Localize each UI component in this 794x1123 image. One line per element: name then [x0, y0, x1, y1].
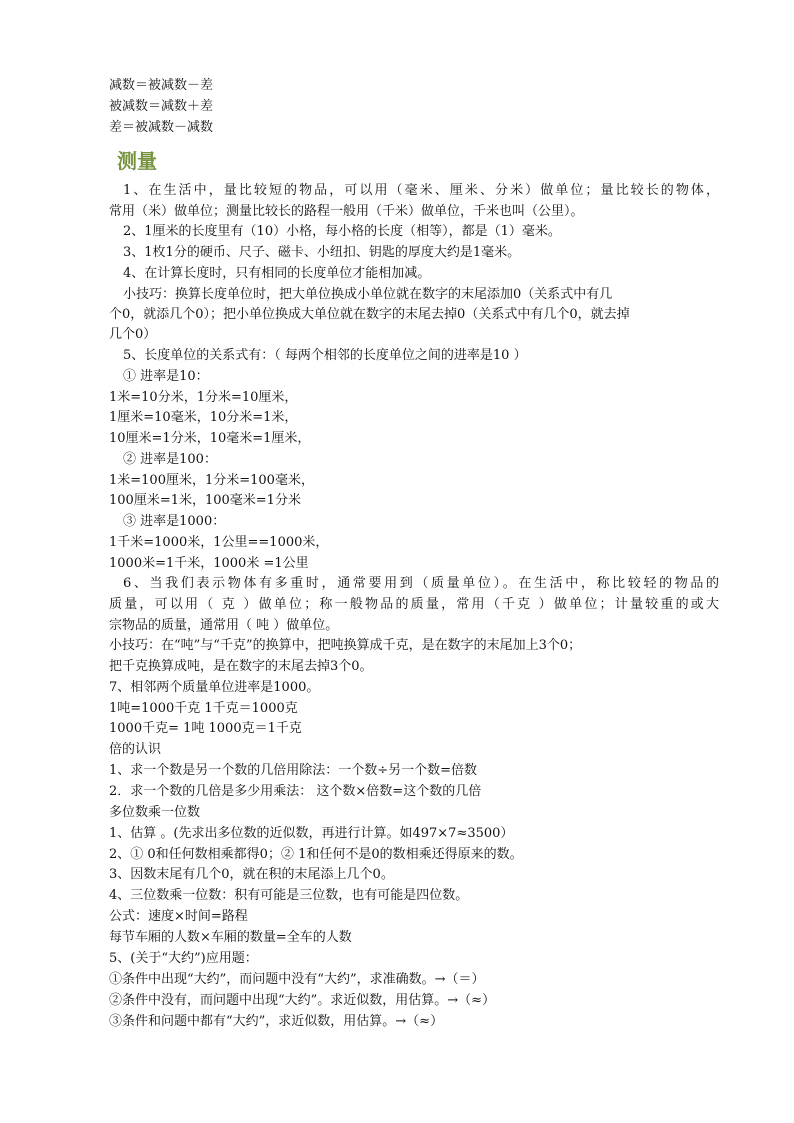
text-line-24: 质量，可以用（ 克 ）做单位；称一般物品的质量，常用（千克 ）做单位；计量较重的或大: [109, 597, 719, 612]
text-line-43: ②条件中没有，而问题中出现“大约”。求近似数，用估算。→（≈）: [109, 993, 496, 1008]
text-line-12: 5、长度单位的关系式有：（ 每两个相邻的长度单位之间的进率是10 ）: [123, 348, 527, 363]
text-line-4: 1、在生活中，量比较短的物品，可以用（毫米、厘米、分米）做单位；量比较长的物体，: [123, 183, 719, 198]
text-line-22: 1000米=1千米，1000米 =1公里: [109, 556, 309, 571]
text-line-33: 2．求一个数的几倍是多少用乘法： 这个数×倍数=这个数的几倍: [109, 784, 482, 799]
text-line-21: 1千米=1000米，1公里==1000米，: [109, 535, 329, 550]
text-line-25: 宗物品的质量，通常用（ 吨 ）做单位。: [109, 618, 339, 633]
text-line-31: 倍的认识: [109, 742, 162, 757]
text-line-2: 被减数＝减数＋差: [109, 99, 214, 114]
text-line-41: 5、(关于“大约”)应用题：: [109, 951, 258, 966]
text-line-10: 个0，就添几个0）；把小单位换成大单位就在数字的末尾去掉0（关系式中有几个0，就去掉: [109, 307, 630, 322]
text-line-16: 10厘米=1分米，10毫米=1厘米，: [109, 431, 311, 446]
text-line-8: 4、在计算长度时，只有相同的长度单位才能相加减。: [123, 266, 431, 281]
text-line-28: 7、相邻两个质量单位进率是1000。: [109, 680, 320, 695]
text-line-19: 100厘米=1米，100毫米=1分米: [109, 493, 301, 508]
text-line-17: ② 进率是100：: [123, 452, 217, 467]
text-line-35: 1、估算 。(先求出多位数的近似数，再进行计算。如497×7≈3500）: [109, 826, 514, 841]
text-line-15: 1厘米=10毫米，10分米=1米，: [109, 410, 298, 425]
text-line-37: 3、因数末尾有几个0，就在积的末尾添上几个0。: [109, 867, 394, 882]
text-line-1: 减数＝被减数－差: [109, 78, 214, 93]
text-line-38: 4、三位数乘一位数：积有可能是三位数，也有可能是四位数。: [109, 888, 469, 903]
text-line-23: 6、当我们表示物体有多重时，通常要用到（质量单位）。在生活中，称比较轻的物品的: [123, 576, 719, 591]
text-line-34: 多位数乘一位数: [109, 805, 201, 820]
text-line-6: 2、1厘米的长度里有（10）小格，每小格的长度（相等），都是（1）毫米。: [123, 224, 561, 239]
section-heading-measurement: 测量: [117, 149, 157, 173]
text-line-44: ③条件和问题中都有“大约”，求近似数，用估算。→（≈）: [109, 1014, 444, 1029]
text-line-27: 把千克换算成吨，是在数字的末尾去掉3个0。: [109, 659, 373, 674]
text-line-39: 公式：速度×时间=路程: [109, 909, 248, 924]
text-line-13: ① 进率是10：: [123, 369, 209, 384]
text-line-30: 1000千克= 1吨 1000克＝1千克: [109, 721, 302, 736]
text-line-36: 2、① 0和任何数相乘都得0；② 1和任何不是0的数相乘还得原来的数。: [109, 847, 523, 862]
text-line-29: 1吨=1000千克 1千克＝1000克: [109, 701, 298, 716]
text-line-3: 差＝被减数－减数: [109, 120, 214, 135]
text-line-18: 1米=100厘米，1分米=100毫米，: [109, 473, 314, 488]
text-line-5: 常用（米）做单位；测量比较长的路程一般用（千米）做单位，千米也叫（公里）。: [109, 204, 584, 219]
text-line-7: 3、1枚1分的硬币、尺子、磁卡、小纽扣、钥匙的厚度大约是1毫米。: [123, 245, 521, 260]
text-line-9: 小技巧：换算长度单位时，把大单位换成小单位就在数字的末尾添加0（关系式中有几: [123, 287, 613, 302]
text-line-20: ③ 进率是1000：: [123, 514, 226, 529]
text-line-11: 几个0）: [109, 327, 157, 342]
text-line-32: 1、求一个数是另一个数的几倍用除法：一个数÷另一个数=倍数: [109, 763, 478, 778]
text-line-26: 小技巧：在“吨”与“千克”的换算中，把吨换算成千克，是在数字的末尾加上3个0；: [109, 638, 582, 653]
text-line-14: 1米=10分米，1分米=10厘米，: [109, 390, 298, 405]
text-line-40: 每节车厢的人数×车厢的数量=全车的人数: [109, 930, 352, 945]
text-line-42: ①条件中出现“大约”，而问题中没有“大约”，求准确数。→（＝）: [109, 972, 485, 987]
